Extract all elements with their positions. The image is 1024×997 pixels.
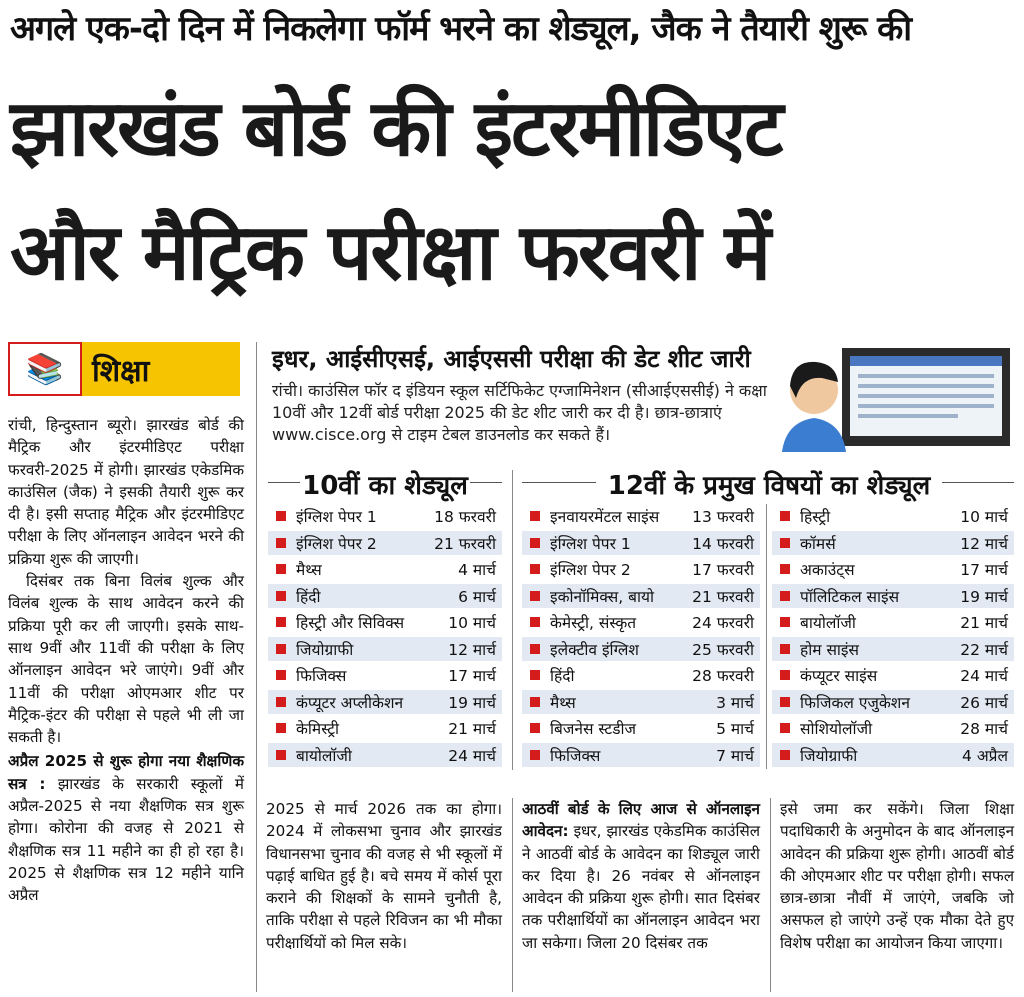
column-1-subheading: अप्रैल 2025 से शुरू होगा नया शैक्षणिक सत्र : [8, 752, 244, 793]
schedule-row [268, 743, 502, 767]
schedule-date: 18 फरवरी [434, 508, 496, 526]
square-bullet-icon [780, 538, 790, 548]
square-bullet-icon [530, 564, 540, 574]
schedule10-table [268, 504, 502, 769]
square-bullet-icon [276, 644, 286, 654]
schedule-date: 24 फरवरी [692, 614, 754, 632]
section-label [8, 342, 240, 396]
square-bullet-icon [530, 750, 540, 760]
schedule-row [522, 743, 760, 767]
column-4-text: इसे जमा कर सकेंगे। जिला शिक्षा पदाधिकारी के अनुमोदन के बाद ऑनलाइन आवेदन की प्रक्रिया शुरू होगी। आठवीं बोर्ड की ओएमआर शीट पर परीक्षा होगी। सफल छात्र-छात्रा नौवीं में जाएंगे, जबकि जो असफल हो जाएंगे उन्हें एक मौका देते हुए विशेष परीक्षा का आयोजन किया जाएगा। [780, 800, 1014, 952]
square-bullet-icon [780, 670, 790, 680]
schedule-subject: सोशियोलॉजी [800, 720, 873, 738]
icse-text: रांची। काउंसिल फॉर द इंडियन स्कूल सर्टिफिकेट एग्जामिनेशन (सीआईएससीई) ने कक्षा 10वीं और 12वीं बोर्ड परीक्षा 2025 की डेट शीट जारी कर दी है। छात्र-छात्राएं www.cisce.org से टाइम टेबल डाउनलोड कर सकते हैं। [272, 381, 767, 444]
schedule-date: 3 मार्च [716, 693, 754, 712]
square-bullet-icon [780, 723, 790, 733]
schedule-subject: कॉमर्स [800, 534, 836, 553]
schedule-row [522, 557, 760, 581]
square-bullet-icon [276, 617, 286, 627]
article-column-1 [8, 414, 244, 907]
schedule-date: 21 मार्च [960, 614, 1008, 632]
schedule-row [522, 637, 760, 661]
schedule-date: 6 मार्च [458, 587, 496, 606]
schedule-subject: पॉलिटिकल साइंस [800, 587, 900, 606]
square-bullet-icon [780, 564, 790, 574]
schedule-date: 21 फरवरी [434, 534, 496, 553]
square-bullet-icon [530, 538, 540, 548]
square-bullet-icon [276, 670, 286, 680]
schedule-row [268, 557, 502, 581]
schedule-subject: फिजिक्स [296, 667, 347, 685]
schedule-subject: हिंदी [296, 587, 321, 606]
schedule-row [522, 716, 760, 740]
schedule-date: 7 मार्च [716, 746, 754, 765]
square-bullet-icon [780, 617, 790, 627]
schedule12-table-right [772, 504, 1014, 769]
schedule-subject: कंप्यूटर अप्लीकेशन [296, 693, 404, 712]
headline-line-1: झारखंड बोर्ड की इंटरमीडिएट [10, 84, 782, 174]
schedule-date: 28 मार्च [960, 720, 1008, 738]
column-1-paragraph-3: झारखंड के सरकारी स्कूलों में अप्रैल-2025 से नया शैक्षणिक सत्र शुरू होगा। कोरोना की वजह से 2021 से शैक्षणिक सत्र 11 महीने का ही हो रहा है। 2025 से शैक्षणिक सत्र 12 महीने यानि अप्रैल [8, 774, 244, 905]
schedule-row [268, 637, 502, 661]
schedule10-title: 10वीं का शेड्यूल [300, 466, 470, 502]
schedule-date: 13 फरवरी [692, 508, 754, 526]
schedule-row [772, 637, 1014, 661]
schedule-subject: इंग्लिश पेपर 2 [296, 534, 377, 553]
square-bullet-icon [276, 591, 286, 601]
schedule-subject: जियोग्राफी [800, 746, 858, 765]
schedule-date: 17 मार्च [448, 667, 496, 685]
schedule-row [268, 663, 502, 687]
schedule-subject: फिजिकल एजुकेशन [800, 693, 910, 712]
schedule-subject: होम साइंस [800, 640, 860, 659]
schedule-subject: हिस्ट्री [800, 508, 831, 526]
schedule-subject: मैथ्स [550, 693, 576, 712]
schedule-row [772, 743, 1014, 767]
square-bullet-icon [530, 644, 540, 654]
square-bullet-icon [530, 670, 540, 680]
schedule-date: 19 मार्च [960, 587, 1008, 606]
square-bullet-icon [276, 697, 286, 707]
column-1-paragraph-2: दिसंबर तक बिना विलंब शुल्क और विलंब शुल्क के साथ आवेदन करने की प्रक्रिया पूरी कर ली जाएगी। इसके साथ-साथ 9वीं और 11वीं की परीक्षा के लिए ऑनलाइन आवेदन भरे जाएंगे। 9वीं और 11वीं की परीक्षा ओएमआर शीट पर मैट्रिक-इंटर की परीक्षा से पहले भी ली जा सकती है। [8, 572, 244, 747]
schedule-date: 19 मार्च [448, 693, 496, 712]
square-bullet-icon [530, 511, 540, 521]
schedule-row [772, 531, 1014, 555]
square-bullet-icon [780, 697, 790, 707]
schedule-subject: कंप्यूटर साइंस [800, 667, 878, 685]
schedule-row [772, 557, 1014, 581]
column-3-subheading: आठवीं बोर्ड के लिए आज से ऑनलाइन आवेदन: [522, 800, 760, 841]
schedule-date: 17 फरवरी [692, 561, 754, 579]
schedule-date: 12 मार्च [960, 534, 1008, 553]
column-3-text: इधर, झारखंड एकेडमिक काउंसिल ने आठवीं बोर्ड के आवेदन का शिड्यूल जारी कर दिया है। 26 नवंबर से ऑनलाइन आवेदन की प्रक्रिया शुरू होगी। सात दिसंबर तक परीक्षार्थियों का ऑनलाइन आवेदन भरा जा सकेगा। जिला 20 दिसंबर तक [522, 822, 761, 952]
schedule-row [772, 504, 1014, 528]
schedule-subject: इंग्लिश पेपर 1 [550, 534, 631, 553]
article-column-3 [522, 798, 760, 954]
schedule-subject: इंग्लिश पेपर 2 [550, 561, 631, 579]
schedule-date: 22 मार्च [960, 640, 1008, 659]
square-bullet-icon [530, 697, 540, 707]
schedule12-title: 12वीं के प्रमुख विषयों का शेड्यूल [596, 466, 942, 502]
schedule-row [268, 690, 502, 714]
student-computer-illustration [782, 342, 1014, 452]
article-column-4 [780, 798, 1014, 954]
schedule-date: 10 मार्च [448, 614, 496, 632]
schedule-row [268, 584, 502, 608]
schedule12-table-left [522, 504, 760, 769]
schedule-date: 5 मार्च [716, 720, 754, 738]
square-bullet-icon [780, 511, 790, 521]
schedule-date: 21 मार्च [448, 720, 496, 738]
table-divider [512, 470, 513, 770]
schedule-row [268, 504, 502, 528]
schedule-date: 14 फरवरी [692, 534, 754, 553]
schedule-subject: मैथ्स [296, 561, 322, 579]
column-divider-3 [770, 798, 771, 992]
schedule-subject: हिंदी [550, 667, 575, 685]
schedule-subject: इकोनॉमिक्स, बायो [550, 587, 654, 606]
column-2-text: 2025 से मार्च 2026 तक का होगा। 2024 में लोकसभा चुनाव और झारखंड विधानसभा चुनाव की वजह से भी स्कूलों में पढ़ाई बाधित हुई है। बचे समय में कोर्स पूरा कराने की शिक्षकों के सामने चुनौती है, ताकि परीक्षा से पहले रिविजन का भी मौका परीक्षार्थियों को मिल सके। [266, 800, 502, 952]
square-bullet-icon [780, 750, 790, 760]
square-bullet-icon [780, 644, 790, 654]
square-bullet-icon [530, 617, 540, 627]
schedule-date: 24 मार्च [960, 667, 1008, 685]
schedule12-inner-divider [766, 504, 767, 769]
square-bullet-icon [530, 723, 540, 733]
schedule-row [772, 610, 1014, 634]
square-bullet-icon [276, 750, 286, 760]
square-bullet-icon [530, 591, 540, 601]
schedule-row [522, 663, 760, 687]
schedule-date: 10 मार्च [960, 508, 1008, 526]
books-icon: 📚 [8, 342, 82, 396]
schedule-subject: बिजनेस स्टडीज [550, 720, 637, 738]
kicker-headline: अगले एक-दो दिन में निकलेगा फॉर्म भरने का शेड्यूल, जैक ने तैयारी शुरू की [10, 9, 912, 49]
schedule-row [268, 610, 502, 634]
schedule-row [522, 504, 760, 528]
schedule-row [772, 716, 1014, 740]
schedule-date: 4 मार्च [458, 561, 496, 579]
icse-heading: इधर, आईसीएसई, आईएससी परीक्षा की डेट शीट जारी [272, 345, 751, 373]
schedule-subject: अकाउंट्स [800, 561, 855, 579]
schedule-subject: इलेक्टीव इंग्लिश [550, 640, 639, 659]
schedule-row [522, 584, 760, 608]
schedule-subject: इंग्लिश पेपर 1 [296, 508, 377, 526]
schedule-row [772, 663, 1014, 687]
schedule-date: 24 मार्च [448, 746, 496, 765]
schedule-row [522, 610, 760, 634]
schedule-row [268, 531, 502, 555]
column-1-paragraph-1: रांची, हिन्दुस्तान ब्यूरो। झारखंड बोर्ड की मैट्रिक और इंटरमीडिएट परीक्षा फरवरी-2025 में होगी। झारखंड एकेडमिक काउंसिल (जैक) ने इसकी तैयारी शुरू कर दी है। इसी सप्ताह मैट्रिक और इंटरमीडिएट परीक्षा के लिए ऑनलाइन आवेदन भरने की प्रक्रिया शुरू की जाएगी। [8, 416, 244, 568]
square-bullet-icon [276, 511, 286, 521]
schedule-subject: केमेस्ट्री, संस्कृत [550, 614, 637, 632]
schedule-subject: इनवायरमेंटल साइंस [550, 508, 660, 526]
square-bullet-icon [780, 591, 790, 601]
schedule-date: 12 मार्च [448, 640, 496, 659]
schedule-subject: फिजिक्स [550, 746, 601, 765]
square-bullet-icon [276, 723, 286, 733]
column-divider-2 [512, 798, 513, 992]
schedule-subject: बायोलॉजी [296, 746, 352, 765]
schedule-row [522, 531, 760, 555]
schedule-date: 28 फरवरी [692, 667, 754, 685]
schedule-date: 4 अप्रैल [962, 746, 1008, 765]
schedule-subject: केमिस्ट्री [296, 720, 340, 738]
schedule-row [772, 690, 1014, 714]
schedule-row [268, 716, 502, 740]
schedule-date: 21 फरवरी [692, 587, 754, 606]
square-bullet-icon [276, 564, 286, 574]
schedule-subject: बायोलॉजी [800, 614, 856, 632]
section-label-text: शिक्षा [92, 353, 150, 389]
schedule-subject: हिस्ट्री और सिविक्स [296, 614, 405, 632]
article-column-2 [266, 798, 502, 954]
column-divider [256, 342, 257, 992]
schedule-row [522, 690, 760, 714]
schedule-date: 17 मार्च [960, 561, 1008, 579]
schedule-subject: जियोग्राफी [296, 640, 354, 659]
schedule-row [772, 584, 1014, 608]
schedule-date: 25 फरवरी [692, 640, 754, 659]
square-bullet-icon [276, 538, 286, 548]
schedule-date: 26 मार्च [960, 693, 1008, 712]
headline-line-2: और मैट्रिक परीक्षा फरवरी में [10, 208, 770, 298]
